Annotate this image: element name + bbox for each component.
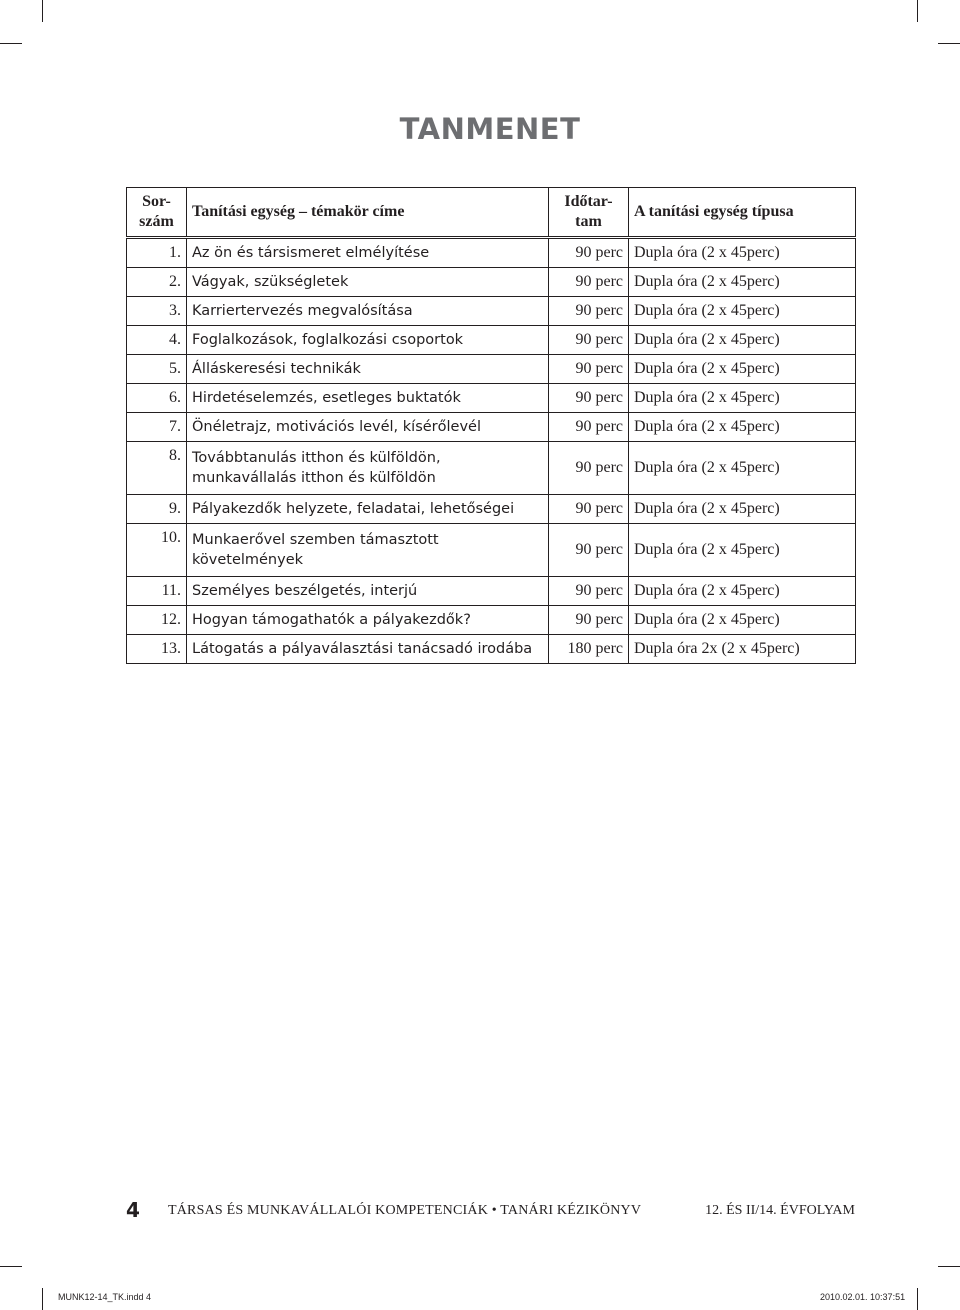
row-number: 12. (127, 606, 187, 635)
crop-mark (938, 43, 960, 44)
table-row (127, 238, 856, 268)
row-topic: Hirdetéselemzés, esetleges buktatók (187, 384, 549, 413)
row-topic: Személyes beszélgetés, interjú (187, 577, 549, 606)
row-duration: 90 perc (549, 442, 629, 495)
grade-label: 12. ÉS II/14. ÉVFOLYAM (705, 1203, 855, 1218)
row-number: 11. (127, 577, 187, 606)
row-duration: 90 perc (549, 268, 629, 297)
row-duration: 90 perc (549, 326, 629, 355)
slug-file: MUNK12-14_TK.indd 4 (58, 1292, 152, 1302)
row-number: 7. (127, 413, 187, 442)
row-topic: Önéletrajz, motivációs levél, kísérőlevél (187, 413, 549, 442)
row-duration: 90 perc (549, 413, 629, 442)
table-row (127, 355, 856, 384)
table-row (127, 268, 856, 297)
row-duration: 90 perc (549, 384, 629, 413)
table-row (127, 606, 856, 635)
table-row (127, 413, 856, 442)
header-duration: Időtar- tam (549, 188, 629, 238)
crop-mark (42, 0, 43, 22)
row-number: 13. (127, 635, 187, 664)
crop-mark (0, 1266, 22, 1267)
row-type: Dupla óra (2 x 45perc) (629, 238, 856, 268)
table-row (127, 384, 856, 413)
row-topic: Karriertervezés megvalósítása (187, 297, 549, 326)
row-duration: 90 perc (549, 355, 629, 384)
book-title: TÁRSAS ÉS MUNKAVÁLLALÓI KOMPETENCIÁK • TANÁRI KÉZIKÖNYV (168, 1203, 642, 1218)
row-number: 9. (127, 495, 187, 524)
page-footer (126, 1200, 855, 1222)
row-duration: 90 perc (549, 297, 629, 326)
row-number: 5. (127, 355, 187, 384)
row-topic: Foglalkozások, foglalkozási csoportok (187, 326, 549, 355)
row-type: Dupla óra (2 x 45perc) (629, 495, 856, 524)
row-type: Dupla óra (2 x 45perc) (629, 524, 856, 577)
row-number: 3. (127, 297, 187, 326)
crop-mark (917, 1288, 918, 1310)
row-number: 2. (127, 268, 187, 297)
crop-mark (0, 43, 22, 44)
row-topic: Munkaerővel szemben támasztott követelmények (187, 524, 549, 577)
row-topic: Látogatás a pályaválasztási tanácsadó irodába (187, 635, 549, 664)
row-topic: Továbbtanulás itthon és külföldön, munkavállalás itthon és külföldön (187, 442, 549, 495)
header-number: Sor- szám (127, 188, 187, 238)
row-type: Dupla óra (2 x 45perc) (629, 326, 856, 355)
row-type: Dupla óra (2 x 45perc) (629, 442, 856, 495)
row-duration: 90 perc (549, 495, 629, 524)
row-type: Dupla óra (2 x 45perc) (629, 413, 856, 442)
row-number: 10. (127, 524, 187, 577)
crop-mark (938, 1266, 960, 1267)
row-topic: Vágyak, szükségletek (187, 268, 549, 297)
table-row (127, 577, 856, 606)
row-number: 1. (127, 238, 187, 268)
row-topic: Pályakezdők helyzete, feladatai, lehetőségei (187, 495, 549, 524)
row-duration: 90 perc (549, 606, 629, 635)
row-type: Dupla óra (2 x 45perc) (629, 577, 856, 606)
row-duration: 90 perc (549, 577, 629, 606)
row-topic: Hogyan támogathatók a pályakezdők? (187, 606, 549, 635)
row-type: Dupla óra (2 x 45perc) (629, 268, 856, 297)
row-type: Dupla óra (2 x 45perc) (629, 297, 856, 326)
page-title: TANMENET (399, 112, 581, 146)
table-row (127, 297, 856, 326)
row-duration: 180 perc (549, 635, 629, 664)
row-type: Dupla óra (2 x 45perc) (629, 606, 856, 635)
row-type: Dupla óra (2 x 45perc) (629, 384, 856, 413)
header-topic: Tanítási egység – témakör címe (187, 188, 549, 238)
row-type: Dupla óra 2x (2 x 45perc) (629, 635, 856, 664)
table-row (127, 495, 856, 524)
crop-mark (42, 1288, 43, 1310)
table-row (127, 524, 856, 577)
row-number: 8. (127, 442, 187, 495)
table-row (127, 635, 856, 664)
table-row (127, 326, 856, 355)
page-number: 4 (126, 1198, 140, 1222)
row-topic: Az ön és társismeret elmélyítése (187, 238, 549, 268)
row-type: Dupla óra (2 x 45perc) (629, 355, 856, 384)
header-type: A tanítási egység típusa (629, 188, 856, 238)
row-number: 4. (127, 326, 187, 355)
row-topic: Álláskeresési technikák (187, 355, 549, 384)
crop-mark (917, 0, 918, 22)
table-header-row (127, 188, 856, 238)
table-row (127, 442, 856, 495)
slug-date: 2010.02.01. 10:37:51 (820, 1292, 906, 1302)
curriculum-table (126, 187, 856, 664)
row-duration: 90 perc (549, 238, 629, 268)
row-number: 6. (127, 384, 187, 413)
row-duration: 90 perc (549, 524, 629, 577)
